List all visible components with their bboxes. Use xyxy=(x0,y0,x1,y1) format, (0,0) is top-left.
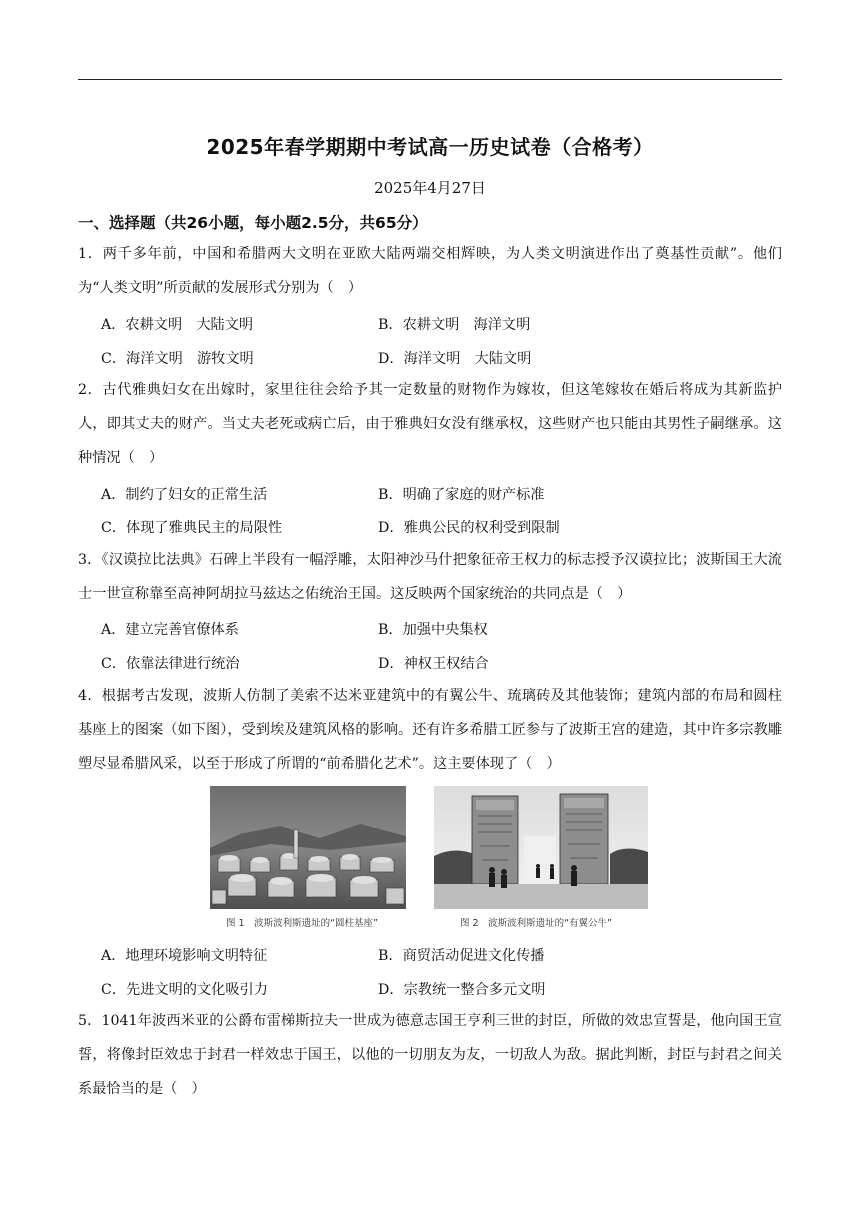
figure-2-caption: 图 2 波斯波利斯遗址的“有翼公牛” xyxy=(460,918,612,929)
question-2-option-c: C．体现了雅典民主的局限性 xyxy=(101,520,283,536)
question-1-option-a: A．农耕文明 大陆文明 xyxy=(101,317,254,333)
question-4-option-b: B．商贸活动促进文化传播 xyxy=(378,948,545,964)
question-3-option-d: D．神权王权结合 xyxy=(378,656,489,672)
question-1-option-d: D．海洋文明 大陆文明 xyxy=(378,351,532,367)
question-3-option-a: A．建立完善官僚体系 xyxy=(101,622,239,638)
question-2-option-d: D．雅典公民的权利受到限制 xyxy=(378,520,560,536)
question-1-option-c: C．海洋文明 游牧文明 xyxy=(101,351,254,367)
winged-bull-gate-image xyxy=(434,786,648,909)
exam-date: 2025年4月27日 xyxy=(374,179,486,197)
question-3-stem: 3．《汉谟拉比法典》石碑上半段有一幅浮雕，太阳神沙马什把象征帝王权力的标志授予汉谟拉比；波斯国王大流士一世宣称靠至高神阿胡拉马兹达之佑统治王国。这反映两个国家统治的共同点是（ ） xyxy=(78,552,782,602)
question-4-stem: 4．根据考古发现，波斯人仿制了美索不达米亚建筑中的有翼公牛、琉璃砖及其他装饰；建筑内部的布局和圆柱基座上的图案（如下图），受到埃及建筑风格的影响。还有许多希腊工匠参与了波斯王宫的建造，其中许多宗教雕塑尽显希腊风采，以至于形成了所谓的“前希腊化艺术”。这主要体现了（ ） xyxy=(78,688,782,772)
figure-1-caption: 图 1 波斯波利斯遗址的“圆柱基座” xyxy=(226,918,378,929)
question-4-option-c: C．先进文明的文化吸引力 xyxy=(101,982,268,998)
exam-title: 2025年春学期期中考试高一历史试卷（合格考） xyxy=(206,135,654,159)
question-2-stem: 2．古代雅典妇女在出嫁时，家里往往会给予其一定数量的财物作为嫁妆，但这笔嫁妆在婚后将成为其新监护人，即其丈夫的财产。当丈夫老死或病亡后，由于雅典妇女没有继承权，这些财产也只能由其男性子嗣继承。这种情况（ ） xyxy=(78,382,782,466)
figure-1-photo xyxy=(210,786,406,909)
top-rule xyxy=(78,79,782,80)
question-2-option-b: B．明确了家庭的财产标准 xyxy=(378,487,545,503)
question-4-option-a: A．地理环境影响文明特征 xyxy=(101,948,268,964)
figure-2-photo xyxy=(434,786,648,909)
question-4-figures xyxy=(210,786,650,934)
question-3-option-b: B．加强中央集权 xyxy=(378,622,488,638)
question-1-option-b: B．农耕文明 海洋文明 xyxy=(378,317,531,333)
question-1-stem: 1．两千多年前，中国和希腊两大文明在亚欧大陆两端交相辉映，为人类文明演进作出了奠基性贡献”。他们为“人类文明”所贡献的发展形式分别为（ ） xyxy=(78,246,782,296)
question-2-option-a: A．制约了妇女的正常生活 xyxy=(101,487,268,503)
column-bases-image xyxy=(210,786,406,909)
question-3-option-c: C．依靠法律进行统治 xyxy=(101,656,240,672)
section-heading: 一、选择题（共26小题，每小题2.5分，共65分） xyxy=(78,214,428,232)
question-4-option-d: D．宗教统一整合多元文明 xyxy=(378,982,546,998)
question-5-stem: 5．1041年波西米亚的公爵布雷梯斯拉夫一世成为德意志国王亨利三世的封臣，所做的效忠宣誓是，他向国王宣誓，将像封臣效忠于封君一样效忠于国王，以他的一切朋友为友，一切敌人为敌。据此判断，封臣与封君之间关系最恰当的是（ ） xyxy=(78,1013,782,1097)
